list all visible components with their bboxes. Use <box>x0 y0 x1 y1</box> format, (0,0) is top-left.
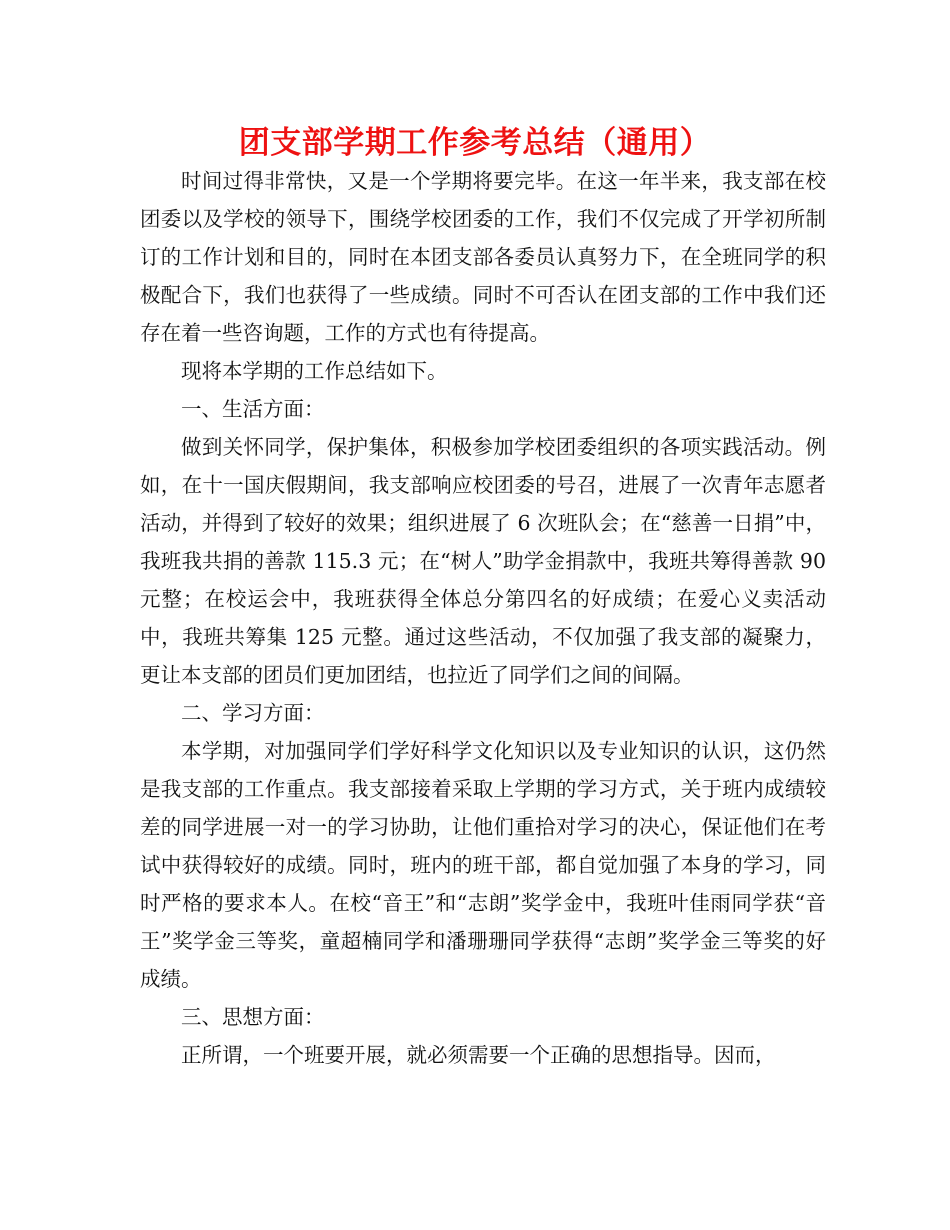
section-heading-study: 二、学习方面： <box>181 701 325 725</box>
paragraph-life: 做到关怀同学，保护集体，积极参加学校团委组织的各项实践活动。例如，在十一国庆假期间，我支部响应校团委的号召，进展了一次青年志愿者活动，并得到了较好的效果；组织进展了 6 次班队会；在“慈善一日捐”中，我班我共捐的善款 115.3 元；在“树人”助学金捐款中，我班共筹得善款 90 元整；在校运会中，我班获得全体总分第四名的好成绩；在爱心义卖活动中，我班共筹集 125 元整。通过这些活动，不仅加强了我支部的凝聚力，更让本支部的团员们更加团结，也拉近了同学们之间的间隔。 <box>140 435 826 687</box>
document-title: 团支部学期工作参考总结（通用） <box>238 125 712 161</box>
paragraph-thought: 正所谓，一个班要开展，就必须需要一个正确的思想指导。因而， <box>181 1043 776 1067</box>
section-heading-thought: 三、思想方面： <box>181 1005 325 1029</box>
paragraph-summary-lead: 现将本学期的工作总结如下。 <box>181 359 448 383</box>
paragraph-study: 本学期，对加强同学们学好科学文化知识以及专业知识的认识，这仍然是我支部的工作重点。我支部接着采取上学期的学习方式，关于班内成绩较差的同学进展一对一的学习协助，让他们重拾对学习的决心，保证他们在考试中获得较好的成绩。同时，班内的班干部，都自觉加强了本身的学习，同时严格的要求本人。在校“音王”和“志朗”奖学金中，我班叶佳雨同学获“音王”奖学金三等奖，童超楠同学和潘珊珊同学获得“志朗”奖学金三等奖的好成绩。 <box>140 739 826 991</box>
section-heading-life: 一、生活方面： <box>181 397 325 421</box>
paragraph-intro: 时间过得非常快，又是一个学期将要完毕。在这一年半来，我支部在校团委以及学校的领导下，围绕学校团委的工作，我们不仅完成了开学初所制订的工作计划和目的，同时在本团支部各委员认真努力下，在全班同学的积极配合下，我们也获得了一些成绩。同时不可否认在团支部的工作中我们还存在着一些咨询题，工作的方式也有待提高。 <box>140 169 826 345</box>
document-body <box>140 162 826 1074</box>
